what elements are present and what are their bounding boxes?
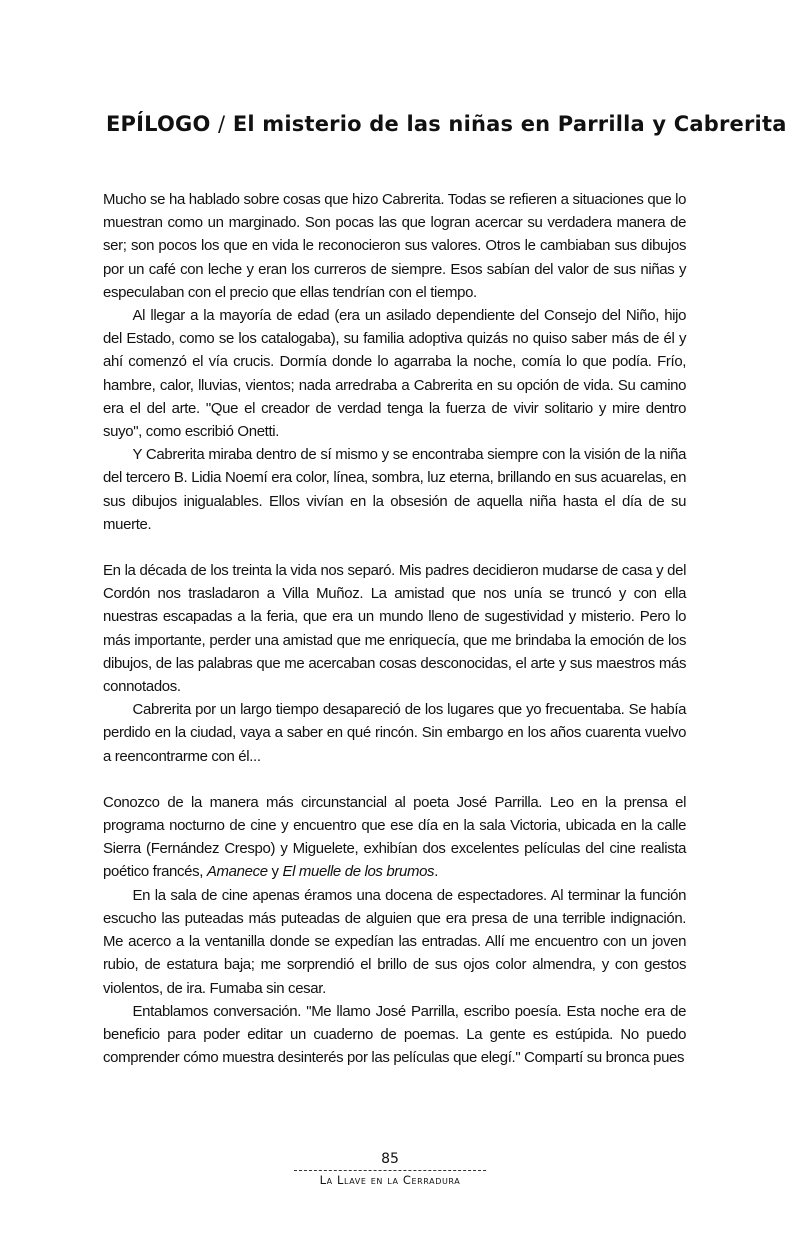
paragraph-1: Mucho se ha hablado sobre cosas que hizo Cabrerita. Todas se refieren a situaciones que lo muestran como un marginado. Son pocas las que logran acercar su verdadera manera de ser; son pocos los que en vida le reconocieron sus valores. Otros le cambiaban sus dibujos por un café con leche y eran los curreros de siempre. Esos sabían del valor de sus niñas y especulaban con el precio que ellas tendrían con el tiempo. xyxy=(103,191,687,301)
paragraph-2: Al llegar a la mayoría de edad (era un asilado dependiente del Consejo del Niño, hijo del Estado, como se los catalogaba), su familia adoptiva quizás no quiso saber más de él y ahí comenzó el vía crucis. Dormía donde lo agarraba la noche, comía lo que podía. Frío, hambre, calor, lluvias, vientos; nada arredraba a Cabrerita en su opción de vida. Su camino era el del arte. "Que el creador de verdad tenga la fuerza de vivir solitario y mire dentro suyo", como escribió Onetti. xyxy=(103,307,687,441)
page-number: 85 xyxy=(381,1151,399,1167)
paragraph-7: En la sala de cine apenas éramos una docena de espectadores. Al terminar la función escucho las puteadas más puteadas de alguien que era presa de una terrible indignación. Me acerco a la ventanilla donde se expedían las entradas. Allí me encuentro con un joven rubio, de estatura baja; me sorprendió el brillo de sus ojos color almendra, y con gestos violentos, de ira. Fumaba sin cesar. xyxy=(103,886,687,997)
film-end: . xyxy=(434,863,439,881)
page-footer xyxy=(290,1150,490,1187)
footer-divider xyxy=(294,1170,486,1171)
paragraph-8: Entablamos conversación. "Me llamo José Parrilla, escribo poesía. Esta noche era de beneficio para poder editar un cuaderno de poemas. La gente es estúpida. No puedo comprender cómo muestra desinterés por las películas que elegí." Compartí su bronca pues xyxy=(103,1002,687,1067)
film-connector: y xyxy=(271,863,279,881)
paragraph-6 xyxy=(103,791,686,884)
running-title: La Llave en la Cerradura xyxy=(319,1173,461,1187)
film-title-1: Amanece xyxy=(206,863,268,881)
film-title-2: El muelle de los brumos xyxy=(282,863,435,881)
paragraph-5: Cabrerita por un largo tiempo desapareció de los lugares que yo frecuentaba. Se había perdido en la ciudad, vaya a saber en qué rincón. Sin embargo en los años cuarenta vuelvo a reencontrarme con él... xyxy=(103,701,687,765)
body-text xyxy=(103,188,686,1069)
paragraph-4: En la década de los treinta la vida nos separó. Mis padres decidieron mudarse de casa y del Cordón nos trasladaron a Villa Muñoz. La amistad que nos unía se truncó y con ella nuestras escapadas a la feria, que era un mundo lleno de sugestividad y misterio. Pero lo más importante, perder una amistad que me enriquecía, que me brindaba la emoción de los dibujos, de las palabras que me acercaban cosas desconocidas, el arte y sus maestros más connotados. xyxy=(103,562,687,696)
paragraph-3: Y Cabrerita miraba dentro de sí mismo y se encontraba siempre con la visión de la niña del tercero B. Lidia Noemí era color, línea, sombra, luz eterna, brillando en sus acuarelas, en sus dibujos inigualables. Ellos vivían en la obsesión de aquella niña hasta el día de su muerte. xyxy=(103,446,687,533)
title-main: EPÍLOGO xyxy=(106,112,211,136)
paragraph-6-text: Conozco de la manera más circunstancial al poeta José Parrilla. Leo en la prensa el programa nocturno de cine y encuentro que ese día en la sala Victoria, ubicada en la calle Sierra (Fernández Crespo) y Miguelete, exhibían dos excelentes películas del cine realista poético francés, xyxy=(103,793,687,881)
title-separator: / xyxy=(218,112,226,136)
title-subtitle: El misterio de las niñas en Parrilla y Cabrerita xyxy=(232,112,787,136)
chapter-title xyxy=(106,112,787,136)
